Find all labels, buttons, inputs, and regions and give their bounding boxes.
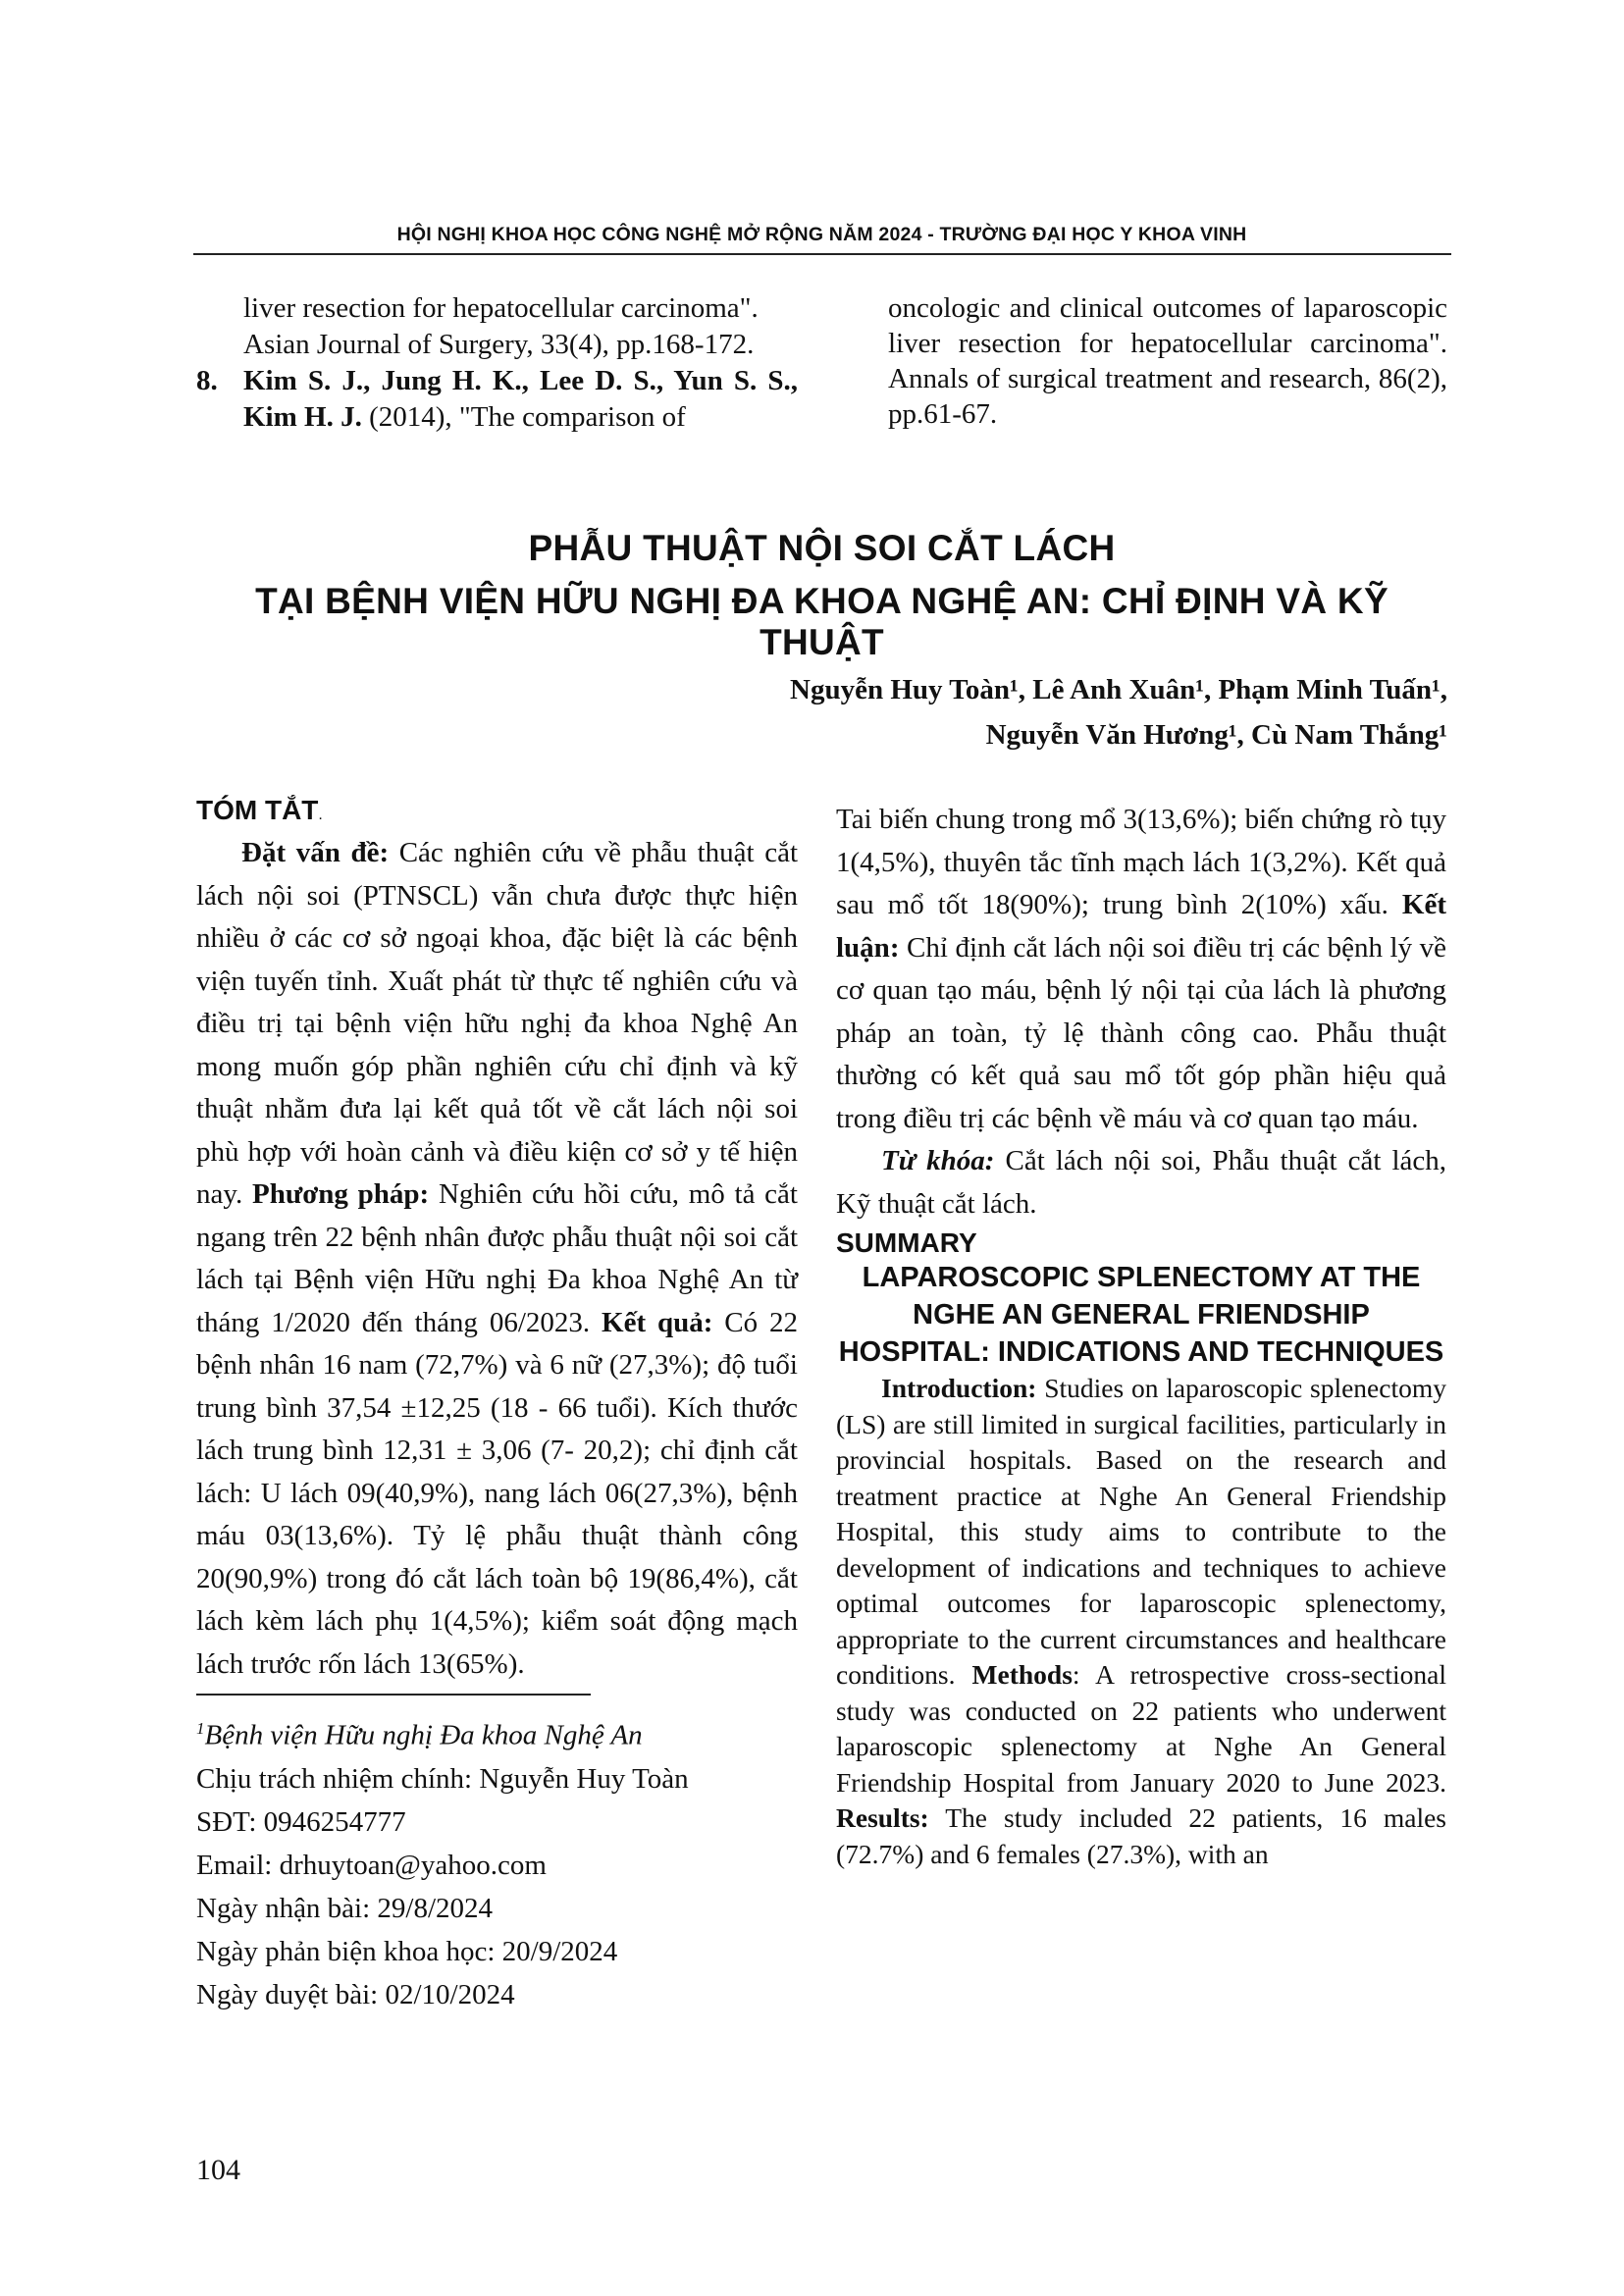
keywords-vi [836, 1140, 1446, 1226]
label-conclusion-vi: Kết luận: [836, 889, 1446, 964]
email: Email: drhuytoan@yahoo.com [196, 1849, 547, 1881]
label-keywords-vi: Từ khóa: [881, 1145, 995, 1176]
text-keywords-vi: Cắt lách nội soi, Phẫu thuật cắt lách, Kỹ thuật cắt lách. [836, 1145, 1446, 1220]
text-methods-vi: Nghiên cứu hồi cứu, mô tả cắt ngang trên 22 bệnh nhân được phẫu thuật nội soi cắt lách tại Bệnh viện Hữu nghị Đa khoa Nghệ An từ tháng 1/2020 đến tháng 06/2023. [196, 1178, 798, 1338]
footnote [196, 1707, 805, 2016]
author-list [790, 667, 1447, 757]
right-column [836, 799, 1446, 1872]
label-intro-vi: Đặt vấn đề: [241, 837, 390, 868]
accepted-date: Ngày duyệt bài: 02/10/2024 [196, 1978, 515, 2010]
review-date: Ngày phản biện khoa học: 20/9/2024 [196, 1935, 618, 1967]
abstract-vi-body [196, 832, 798, 1686]
text-results-vi-cont: Tai biến chung trong mổ 3(13,6%); biến chứng rò tụy 1(4,5%), thuyên tắc tĩnh mạch lách 1(3,2%). Kết quả sau mổ tốt 18(90%); trung bình 2(10%) xấu. [836, 804, 1446, 920]
text-results-en: The study included 22 patients, 16 males (72.7%) and 6 females (27.3%), with an [836, 1802, 1446, 1869]
label-intro-en: Introduction: [881, 1373, 1037, 1403]
affiliation: $^1$Bệnh viện Hữu nghị Đa khoa Nghệ An [196, 1719, 643, 1751]
abstract-en-body [836, 1371, 1446, 1872]
authors-line-1: Nguyễn Huy Toàn¹, Lê Anh Xuân¹, Phạm Minh Tuấn¹, [790, 674, 1447, 705]
summary-heading: SUMMARY [836, 1227, 977, 1258]
text-intro-vi: Các nghiên cứu về phẫu thuật cắt lách nội soi (PTNSCL) vẫn chưa được thực hiện nhiều ở các cơ sở ngoại khoa, đặc biệt là các bệnh viện tuyến tỉnh. Xuất phát từ thực tế nghiên cứu và điều trị tại bệnh viện hữu nghị đa khoa Nghệ An mong muốn góp phần nghiên cứu chỉ định và kỹ thuật nhằm đưa lại kết quả tốt về cắt lách nội soi phù hợp với hoàn cảnh và điều kiện cơ sở y tế hiện nay. [196, 837, 798, 1210]
reference-8 [196, 363, 798, 436]
corresponding-author: Chịu trách nhiệm chính: Nguyễn Huy Toàn [196, 1762, 689, 1795]
reference-8-authors: Kim S. J., Jung H. K., Lee D. S., Yun S. S., Kim H. J. [243, 365, 798, 433]
header-rule [193, 253, 1451, 255]
references-left [196, 290, 798, 436]
summary-title: LAPAROSCOPIC SPLENECTOMY AT THE NGHE AN GENERAL FRIENDSHIP HOSPITAL: INDICATIONS AND TECHNIQUES [838, 1262, 1444, 1368]
affiliation-mark: 1 [196, 1719, 205, 1738]
reference-7-line-2: Asian Journal of Surgery, 33(4), pp.168-172. [243, 329, 755, 360]
label-results-vi: Kết quả: [602, 1306, 713, 1338]
text-results-vi: Có 22 bệnh nhân 16 nam (72,7%) và 6 nữ (27,3%); độ tuổi trung bình 37,54 ±12,25 (18 - 66 tuổi). Kích thước lách trung bình 12,31 ± 3,06 (7- 20,2); chỉ định cắt lách: U lách 09(40,9%), nang lách 06(27,3%), bệnh máu 03(13,6%). Tỷ lệ phẫu thuật thành công 20(90,9%) trong đó cắt lách toàn bộ 19(86,4%), cắt lách kèm lách phụ 1(4,5%); kiểm soát động mạch lách trước rốn lách 13(65%). [196, 1306, 799, 1680]
reference-8-text: (2014), "The comparison of [361, 401, 686, 433]
reference-7-line-1: liver resection for hepatocellular carcinoma". [243, 292, 759, 324]
text-methods-en: : A retrospective cross-sectional study was conducted on 22 patients who underwent laparoscopic splenectomy at Nghe An General Friendship Hospital from January 2020 to June 2023. [836, 1659, 1446, 1798]
phone: SĐT: 0946254777 [196, 1805, 406, 1838]
received-date: Ngày nhận bài: 29/8/2024 [196, 1892, 494, 1924]
abstract-vi [196, 795, 798, 1686]
footnote-rule [196, 1694, 591, 1696]
article-title-line-2: TẠI BỆNH VIỆN HỮU NGHỊ ĐA KHOA NGHỆ AN: CHỈ ĐỊNH VÀ KỸ THUẬT [255, 581, 1388, 662]
abstract-vi-heading-mark: . [318, 807, 323, 823]
authors-line-2: Nguyễn Văn Hương¹, Cù Nam Thắng¹ [985, 719, 1447, 751]
article-title-line-1: PHẪU THUẬT NỘI SOI CẮT LÁCH [528, 528, 1116, 568]
label-methods-vi: Phương pháp: [251, 1178, 430, 1210]
abstract-vi-continued [836, 799, 1446, 1140]
label-methods-en: Methods [971, 1659, 1073, 1690]
reference-8-number: 8. [196, 365, 218, 396]
text-conclusion-vi: Chỉ định cắt lách nội soi điều trị các bệnh lý về cơ quan tạo máu, bệnh lý nội tại của lách là phương pháp an toàn, tỷ lệ thành công cao. Phẫu thuật thường có kết quả sau mổ tốt góp phần hiệu quả trong điều trị các bệnh về máu và cơ quan tạo máu. [836, 931, 1446, 1134]
abstract-vi-heading: TÓM TẮT. [196, 795, 323, 825]
text-intro-en: Studies on laparoscopic splenectomy (LS) are still limited in surgical facilities, particularly in provincial hospitals. Based on the research and treatment practice at Nghe An General Friendship Hospital, this study aims to contribute to the development of indications and techniques to achieve optimal outcomes for laparoscopic splenectomy, appropriate to the current circumstances and healthcare conditions. [836, 1373, 1446, 1690]
label-results-en: Results: [836, 1802, 929, 1833]
reference-8-continuation: oncologic and clinical outcomes of laparoscopic liver resection for hepatocellular carcinoma". Annals of surgical treatment and research, 86(2), pp.61-67. [888, 292, 1447, 430]
page-number: 104 [196, 2154, 240, 2186]
running-header: HỘI NGHỊ KHOA HỌC CÔNG NGHỆ MỞ RỘNG NĂM 2024 - TRƯỜNG ĐẠI HỌC Y KHOA VINH [396, 224, 1247, 245]
